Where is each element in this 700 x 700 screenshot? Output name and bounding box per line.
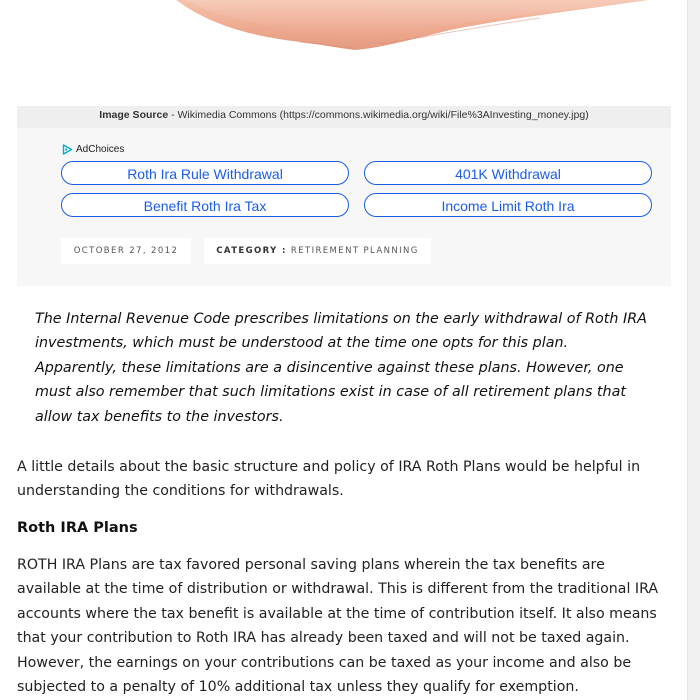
category-link[interactable]: RETIREMENT PLANNING (290, 246, 419, 256)
hands-illustration (0, 0, 688, 70)
image-source-label: Image Source (99, 109, 169, 121)
post-category (204, 238, 431, 264)
image-source-text: - Wikimedia Commons (https://commons.wikimedia.org/wiki/File%3AInvesting_money.jpg) (168, 109, 589, 121)
image-ad-panel (17, 106, 671, 286)
ad-link-401k-withdrawal[interactable]: 401K Withdrawal (364, 161, 652, 185)
ad-link-roth-ira-rule-withdrawal[interactable]: Roth Ira Rule Withdrawal (61, 161, 349, 185)
ad-link-benefit-roth-ira-tax[interactable]: Benefit Roth Ira Tax (61, 193, 349, 217)
adchoices-icon (62, 144, 73, 155)
page-scrollbar[interactable] (687, 0, 700, 700)
ad-link-income-limit-roth-ira[interactable]: Income Limit Roth Ira (364, 193, 652, 217)
adchoices-link[interactable] (62, 143, 124, 156)
post-date-text: OCTOBER 27, 2012 (73, 246, 179, 256)
article-paragraph-intro: A little details about the basic structure and policy of IRA Roth Plans would be helpful in understanding the conditions for withdrawals. (17, 459, 641, 500)
article-paragraph-roth-ira-plans: ROTH IRA Plans are tax favored personal saving plans wherein the tax benefits are available at the time of distribution or withdrawal. This is different from the traditional IRA accounts where the tax benefit is available at the time of contribution itself. It also means that your contribution to Roth IRA has already been taxed and will not be taxed again. However, the earnings on your contributions can be taxed as your income and also be subjected to a penalty of 10% additional tax unless they qualify for exemption. (17, 557, 659, 696)
section-heading-roth-ira-plans: Roth IRA Plans (17, 520, 138, 536)
adchoices-label: AdChoices (76, 144, 125, 155)
hero-image (0, 0, 688, 70)
intro-quote: The Internal Revenue Code prescribes limitations on the early withdrawal of Roth IRA investments, which must be understood at the time one opts for this plan. Apparently, these limitations are a disincentive against these plans. However, one must also remember that such limitations exist in case of all retirement plans that allow tax benefits to the investors. (35, 311, 647, 425)
category-label: CATEGORY : (216, 246, 287, 256)
image-source-caption (17, 106, 671, 128)
post-date (61, 238, 191, 264)
